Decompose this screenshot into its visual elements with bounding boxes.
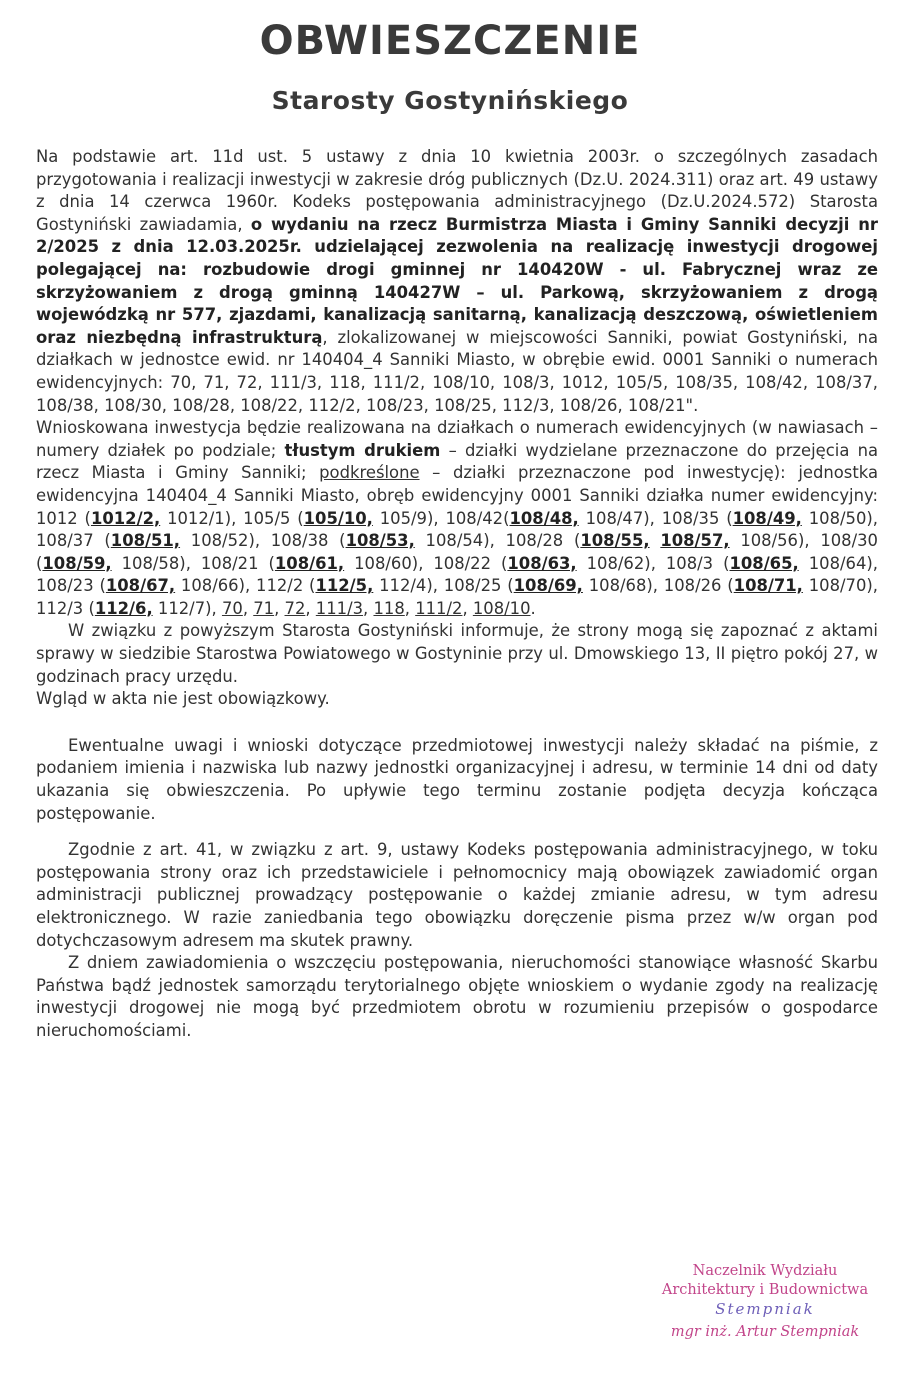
stamp-line-2: Architektury i Budownictwa (661, 1282, 869, 1298)
bold-decision-text: o wydaniu na rzecz Burmistrza Miasta i Gminy Sanniki decyzji nr 2/2025 z dnia 12.03.2025r. udzielającej zezwolenia na realizację inwestycji drogowej polegającej na: rozbudowie drogi gminnej nr 140420W - ul. Fabrycznej wraz ze skrzyżowaniem z drogą gminną 140427W – ul. Parkową, skrzyżowaniem z drogą wojewódzką nr 577, zjazdami, kanalizacją sanitarną, kanalizacją deszczową, oświetleniem oraz niezbędną infrastrukturą (36, 214, 878, 347)
plot-number: 108/59, (42, 553, 112, 573)
document-subtitle: Starosty Gostynińskiego (271, 86, 629, 115)
paragraph-address-change: Zgodnie z art. 41, w związku z art. 9, ustawy Kodeks postępowania administracyjnego, w toku postępowania strony oraz ich przedstawiciele i pełnomocnicy mają obowiązek zawiadomić organ administracji publicznej prowadzący postępowanie o każdej zmianie adresu, w tym adresu elektronicznego. W razie zaniedbania tego obowiązku doręczenie pisma przez w/w organ pod dotychczasowym adresem ma skutek prawny. (36, 840, 878, 950)
text-span: 108/64), 108/23 ( (36, 553, 878, 596)
plot-number: 112/6, (94, 598, 153, 618)
text-span: – działki wydzielane przeznaczone do przejęcia na rzecz Miasta i Gminy Sanniki; (36, 440, 878, 483)
stamp-line-1: Naczelnik Wydziału (692, 1263, 838, 1279)
signature-stamp (640, 1262, 890, 1342)
paragraph-legal-basis (36, 146, 878, 417)
text-span: Na podstawie art. 11d ust. 5 ustawy z dnia 10 kwietnia 2003r. o szczególnych zasadach przygotowania i realizacji inwestycji w zakresie dróg publicznych (Dz.U. 2024.311) oraz art. 49 ustawy z dnia 14 czerwca 1960r. Kodeks postępowania administracyjnego (Dz.U.2024.572) Starosta Gostyniński zawiadamia, (36, 147, 878, 234)
text-span: 108/70), 112/3 ( (36, 576, 879, 618)
paragraph-comments: Ewentualne uwagi i wnioski dotyczące przedmiotowej inwestycji należy składać na piśmie, z podaniem imienia i nazwiska lub nazwy jednostki organizacyjnej i adresu, w terminie 14 dni od daty ukazania się obwieszczenia. Po upływie tego terminu zostanie podjęta decyzja kończąca postępowanie. (36, 735, 878, 823)
text-span: 108/60), 108/22 ( (344, 553, 508, 573)
text-span: 112/4), 108/25 ( (373, 576, 514, 596)
plot-number: 71 (253, 598, 275, 618)
paragraph-property-restriction: Z dniem zawiadomienia o wszczęciu postępowania, nieruchomości stanowiące własność Skarbu Państwa bądź jednostek samorządu terytorialnego objęte wnioskiem o wydanie zgody na realizację inwestycji drogowej nie mogą być przedmiotem obrotu w rozumieniu przepisów o gospodarce nieruchomościami. (36, 953, 878, 1040)
plot-number: 108/57, (660, 531, 730, 551)
signatory-name: mgr inż. Artur Stempniak (670, 1324, 860, 1340)
text-span: Wnioskowana inwestycja będzie realizowana na działkach o numerach ewidencyjnych (w nawiasach – numery działek po podziale; (36, 418, 878, 460)
plot-number: 108/53, (345, 531, 415, 551)
text-span: 108/66), 112/2 ( (175, 576, 316, 596)
plot-number: 70 (221, 598, 243, 618)
plot-number: 108/69, (513, 576, 583, 596)
plot-number: 108/10 (472, 598, 531, 618)
text-span: 108/50), 108/37 ( (36, 508, 878, 551)
text-span: , (404, 598, 416, 618)
text-span: , (242, 598, 254, 618)
text-span: 108/56), 108/30 ( (36, 531, 878, 573)
plot-number: 108/48, (509, 508, 579, 528)
plot-number: 108/71, (733, 576, 803, 596)
text-span (650, 531, 661, 550)
plot-number: 108/65, (729, 553, 799, 573)
handwritten-signature: Stempniak (715, 1300, 815, 1318)
text-span: 108/54), 108/28 ( (414, 531, 581, 551)
paragraph-access-info: W związku z powyższym Starosta Gostyniński informuje, że strony mogą się zapoznać z aktami sprawy w siedzibie Starostwa Powiatowego w Gostyninie przy ul. Dmowskiego 13, II piętro pokój 27, w godzinach pracy urzędu. (36, 621, 878, 686)
text-span: , (462, 598, 473, 618)
plot-number: 108/61, (274, 553, 345, 573)
text-span: 1012/1), 105/5 ( (160, 508, 304, 528)
plot-number: 105/10, (303, 508, 373, 528)
plot-number: 108/49, (732, 508, 802, 528)
plot-number: 108/63, (507, 553, 577, 573)
bold-legend-label: tłustym drukiem (284, 440, 441, 460)
text-span: 108/58), 108/21 ( (111, 553, 275, 573)
plot-number: 72 (284, 598, 306, 618)
plot-number: 108/51, (110, 531, 181, 551)
text-span: 108/68), 108/26 ( (582, 576, 734, 596)
text-span: 105/9), 108/42( (372, 508, 510, 528)
plot-number: 108/67, (105, 576, 176, 596)
text-span: 112/7), (152, 598, 222, 618)
plot-number: 108/55, (580, 531, 650, 551)
text-span: . (530, 598, 536, 618)
document-title: OBWIESZCZENIE (259, 18, 641, 64)
underline-legend-label: podkreślone (319, 463, 420, 483)
plot-number: 111/3 (315, 598, 364, 618)
text-span: – działki przeznaczone pod inwestycję): jednostka ewidencyjna 140404_4 Sanniki Miasto, obręb ewidencyjny 0001 Sanniki działka numer ewidencyjny: 1012 ( (36, 463, 878, 528)
text-span: , (305, 598, 316, 618)
text-span: 108/62), 108/3 ( (576, 553, 730, 573)
plot-number: 1012/2, (90, 508, 161, 528)
text-span: , (363, 598, 374, 618)
plot-number: 118 (373, 598, 405, 618)
plot-number: 111/2 (415, 598, 463, 618)
text-span: , zlokalizowanej w miejscowości Sanniki, powiat Gostyniński, na działkach w jednostce ewid. nr 140404_4 Sanniki Miasto, w obrębie ewid. 0001 Sanniki o numerach ewidencyjnych: 70, 71, 72, 111/3, 118, 111/2, 108/10, 108/3, 1012, 105/5, 108/35, 108/42, 108/37, 108/38, 108/30, 108/28, 108/22, 112/2, 108/23, 108/25, 112/3, 108/26, 108/21". (36, 327, 878, 415)
plot-number: 112/5, (315, 576, 374, 596)
paragraph-plots (36, 417, 878, 620)
text-span: , (274, 598, 285, 618)
text-span: 108/47), 108/35 ( (578, 508, 733, 528)
paragraph-optional-access: Wgląd w akta nie jest obowiązkowy. (36, 689, 330, 709)
document-body (36, 146, 878, 1043)
text-span: 108/52), 108/38 ( (180, 531, 346, 551)
